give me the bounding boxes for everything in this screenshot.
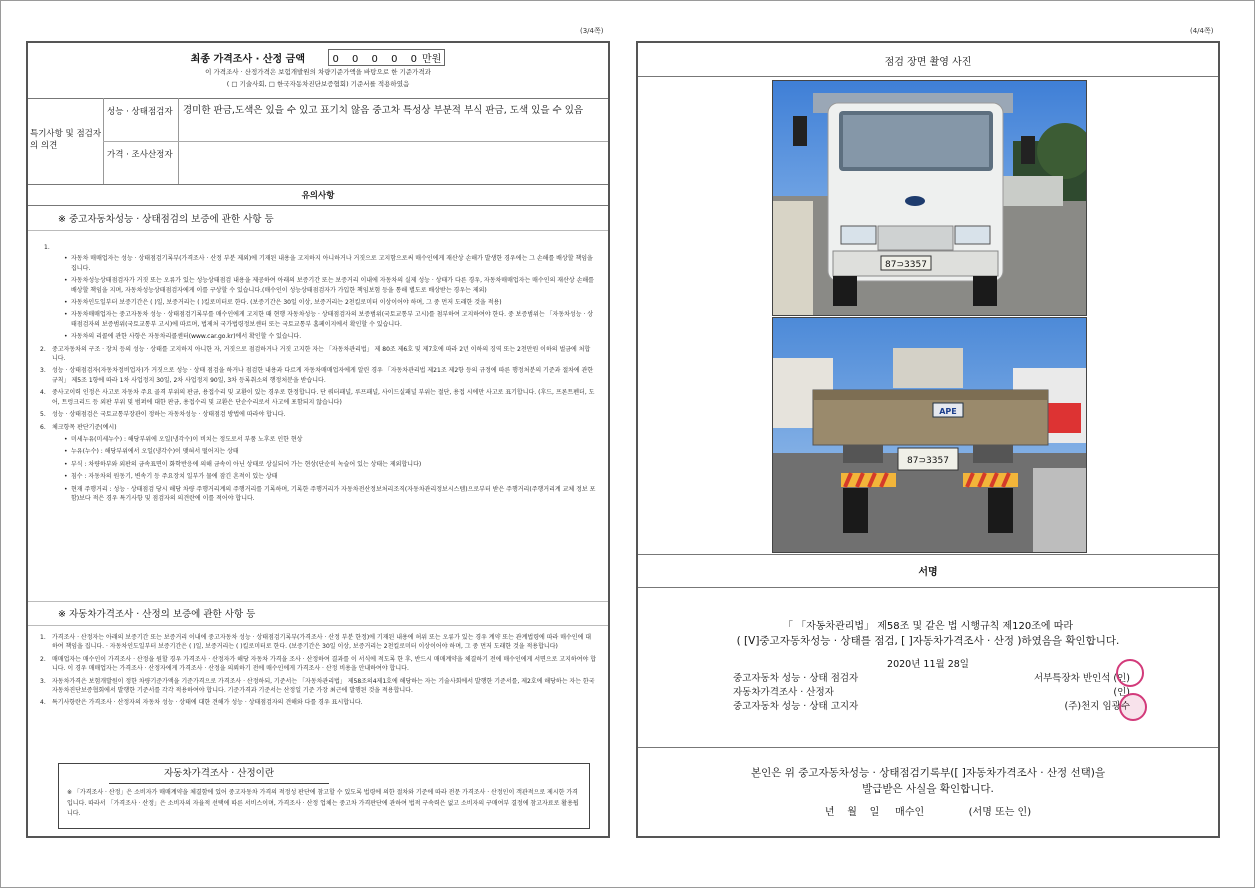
item-text: 성능 · 상태점검자(자동차정비업자)가 거짓으로 성능 · 상태 점검을 하거나 점검한 내용과 다르게 자동차매매업자에게 알린 경우 「자동차관리법 제21조 제2항 등의 규정에 따른 행정처분의 기준과 절차에 관한 규칙」 제5조 1항에 따라 1차 사업정지 30일, 2차 사업정지 90일, 3차 등록취소의 행정처분을 받습니다. [52, 367, 594, 384]
buyer-confirm-line1: 본인은 위 중고자동차성능 · 상태점검기록부([ ]자동차가격조사 · 산정 선택)을 [750, 767, 1106, 779]
item-number: 3. [40, 367, 46, 375]
sec1-check-item: • 침수 : 자동차의 원동기, 변속기 등 주요장치 일부가 물에 잠긴 흔적이 있는 상태 [36, 472, 596, 481]
page-number-left: (3/4쪽) [580, 27, 604, 35]
signature-title: 서명 [918, 567, 938, 578]
truck-front-image [773, 81, 1086, 315]
sec1-bullet: • 자동차매매업자는 중고자동차 성능 · 상태점검기록부를 매수인에게 고지한 때 현행 자동차성능 · 상태점검자의 보증범위(국토교통부 고시)를 첨부하여 고지하여야 한다. 중 보증범위는 「자동차성능 · 상태점검자의 보증범위(국토교통부 고시)에 따르며, 법제처 국가법령정보센터 또는 국토교통부 홈페이지에서 확인할 수 있습니다. [36, 310, 596, 329]
signature-name: (주)천지 임광수 [1064, 701, 1130, 712]
sec2-item [36, 655, 596, 674]
sec1-title: ※ 중고자동차성능 · 상태점검의 보증에 관한 사항 등 [58, 214, 274, 225]
sec2-numbered-list [36, 633, 596, 711]
sec1-check-list [36, 435, 596, 503]
item-number: 4. [40, 389, 46, 397]
inspector-stamp [1116, 659, 1144, 687]
sec1-numbered-list [36, 345, 596, 432]
sec2-item [36, 698, 596, 707]
item-number: 1. [40, 634, 46, 641]
inspection-notes-panel [26, 41, 610, 838]
item-text: 매매업자는 매수인이 가격조사 · 산정을 원할 경우 가격조사 · 산정자가 해당 자동차 가격을 조사 · 산정하여 결과를 이 서식에 적도록 한 후, 반드시 매매계약을 체결하기 전에 매수인에게 서면으로 고지하여야 합니다. 이 경우 매매업자는 가격조사 · 산정자에게 가격조사 · 산정을 의뢰하기 전에 매수인에게 가격조사 · 산정 비용을 안내하여야 합니다. [52, 655, 597, 673]
item-text: 가격조사 · 산정자는 아래의 보증기간 또는 보증거리 이내에 중고자동차 성능 · 상태점검기록부(가격조사 · 산정 부분 한정)에 기재된 내용에 허위 또는 오류가 있는 경우 계약 또는 관계법령에 따라 매수인에 대하여 책임을 집니다. · 자동차인도일부터 보증기간은 ( )일, 보증거리는 ( )킬로미터로 한다. (보증기간은 30일 이상, 보증거리는 2천킬로미터 이상이어야 하며, 그 중 먼저 도래한 것을 적용합니다) [52, 634, 592, 651]
signature-name: 서부특장차 반인석 (인) [1033, 673, 1130, 684]
opinion-row-label: 특기사항 및 점검자의 의견 [30, 129, 102, 151]
item-number: 2. [40, 655, 46, 663]
notifier-stamp [1119, 693, 1147, 721]
amount-unit: 만원 [422, 54, 442, 65]
page-number-right: (4/4쪽) [1190, 27, 1214, 35]
sec1-item [36, 423, 596, 432]
item-text: 중고자동차의 구조 · 장치 등의 성능 · 상태를 고지하지 아니한 자, 거짓으로 점검하거나 거짓 고지한 자는 「자동차관리법」 제 80조 제6호 및 제7호에 따라 2년 이하의 징역 또는 2천만원 이하의 벌금에 처합니다. [52, 345, 591, 363]
item-number: 5. [40, 411, 46, 419]
divider [28, 205, 608, 206]
sec1-bullet: • 자동차성능상태점검자가 거짓 또는 오류가 있는 성능상태점검 내용을 제공하여 아래의 보증기간 또는 보증거리 이내에 자동차의 실제 성능 · 상태가 다른 경우, 자동차매매업자는 매수인의 재산상 손해를 배상할 책임을 지며, 자동차성능상태점검자에게 이를 구상할 수 있습니다.(매수인이 성능상태점검자가 가입한 책임보험 등을 통해 별도로 배상받는 경우는 제외) [36, 276, 596, 295]
sec1-item [36, 388, 596, 407]
item-text: 체크항목 판단기준(예시) [52, 423, 117, 431]
sec1-item [36, 345, 596, 364]
sec1-item [36, 366, 596, 385]
sec1-check-item: • 현재 주행거리 : 성능 · 상태점검 당시 해당 차량 주행거리계의 주행거리를 기록하며, 기록한 주행거리가 자동차전산정보처리조직(자동차관리정보시스템)으로부터 받은 주행거리(주행거리계 교체 정보 포함)보다 적은 경우 특기사항 및 점검자의 의견란에 이를 적어야 합니다. [36, 485, 596, 504]
buyer-signature-line: 년 월 일 매수인 (서명 또는 인) [824, 807, 1032, 818]
signature-role: 중고자동차 성능 · 상태 고지자 [733, 701, 859, 712]
item-number: 4. [40, 699, 46, 707]
divider [28, 98, 608, 99]
divider [638, 747, 1218, 748]
sec1-bullet-list [36, 254, 596, 341]
sec1-item-1: 1. [44, 244, 50, 251]
final-price-title [28, 49, 608, 66]
item-text: 중사고이력 인정은 사고로 자동차 주요 골격 부위의 판금, 용접수리 및 교환이 있는 경우로 한정합니다. 단 쿼터패널, 루프패널, 사이드실패널 부위는 절단, 용접 시에만 사고로 표기합니다. (후드, 프론트펜더, 도어, 트렁크리드 등 외판 부위 및 범퍼에 대한 판금, 용접수리 및 교환은 단순수리로서 사고에 포함되지 않습니다) [52, 389, 595, 406]
item-text: 성능 · 상태점검은 국토교통부장관이 정하는 자동차성능 · 상태점검 방법에 따라야 합니다. [52, 411, 286, 419]
truck-rear-photo [772, 317, 1087, 553]
item-number: 3. [40, 677, 46, 685]
info-box-text: ※ 「가격조사 · 산정」은 소비자가 매매계약을 체결함에 있어 중고자동차 가격의 적정성 판단에 참고할 수 있도록 법령에 의한 절차와 기준에 따라 전문 가격조사 · 산정인이 객관적으로 제시한 가격입니다. 따라서 「가격조사 · 산정」은 소비자의 자율적 선택에 따른 서비스이며, 가격조사 · 산정 업체는 중고차 가격판단에 관하여 법적 구속력은 없고 소비자의 구매여부 결정에 참고자료로 활용됩니다. [67, 789, 579, 817]
sec2-title: ※ 자동차가격조사 · 산정의 보증에 관한 사항 등 [58, 609, 256, 620]
sec1-bullet: • 자동차 매매업자는 성능 · 상태점검기록부(가격조사 · 산정 부분 제외)에 기재된 내용을 고지하지 아니하거나 거짓으로 고지함으로써 매수인에게 재산상 손해가 발생한 경우에는 그 손해를 배상할 책임을 집니다. [36, 254, 596, 273]
divider [28, 184, 608, 185]
sec1-bullet: • 자동차의 리콜에 관한 사항은 자동차리콜센터(www.car.go.kr)에서 확인할 수 있습니다. [36, 332, 596, 341]
sec1-check-item: • 미세누유(미세누수) : 해당부위에 오일(냉각수)이 비치는 정도로서 부품 노후로 인한 현상 [36, 435, 596, 444]
perf-inspector-opinion: 경미한 판금,도색은 있을 수 있고 표기치 않음 중고차 특성상 부분적 부식 판금, 도색 있을 수 있음 [183, 105, 584, 116]
sec1-item [36, 410, 596, 419]
perf-inspector-label: 성능 · 상태점검자 [107, 107, 173, 117]
buyer-confirm-line2: 발급받은 사실을 확인합니다. [862, 783, 994, 795]
item-text: 특기사항란은 가격조사 · 산정자의 자동차 성능 · 상태에 대한 견해가 성능 · 상태점검자의 견해와 다를 경우 표시합니다. [52, 699, 363, 707]
divider [638, 76, 1218, 77]
item-number: 2. [40, 345, 46, 353]
divider [28, 625, 608, 626]
final-price-amount [328, 49, 445, 66]
sec1-body [36, 243, 596, 506]
photo-signature-panel [636, 41, 1220, 838]
signature-confirm-line: ( [V]중고자동차성능 · 상태를 점검, [ ]자동차가격조사 · 산정 )하였음을 확인합니다. [736, 635, 1120, 647]
divider [103, 141, 608, 142]
divider [28, 601, 608, 602]
notice-title: 유의사항 [301, 191, 335, 201]
sec2-item [36, 677, 596, 696]
front-plate-text: 87⊃3357 [885, 260, 927, 270]
price-assessor-label: 가격 · 조사산정자 [107, 150, 173, 160]
truck-rear-image [773, 318, 1086, 552]
sec1-check-item: • 누유(누수) : 해당부위에서 오일(냉각수)이 맺혀서 떨어지는 상태 [36, 447, 596, 456]
final-price-label: 최종 가격조사 · 산정 금액 [190, 54, 305, 65]
price-assessment-info-box [58, 763, 590, 829]
rear-tag-text: APE [939, 407, 957, 416]
sec1-check-item: • 부식 : 차량하부와 외판의 금속표면이 화학반응에 의해 금속이 아닌 상태로 상실되어 가는 현상(단순히 녹슬어 있는 상태는 제외합니다) [36, 460, 596, 469]
truck-front-photo [772, 80, 1087, 316]
info-box-title: 자동차가격조사 · 산정이란 [109, 764, 329, 784]
divider [28, 230, 608, 231]
signature-role: 자동차가격조사 · 산정자 [733, 687, 834, 698]
signature-date: 2020년 11월 28일 [887, 659, 969, 670]
sec1-bullet: • 자동차인도일부터 보증기간은 ( )일, 보증거리는 ( )킬로미터로 한다. (보증기간은 30일 이상, 보증거리는 2천킬로미터 이상이어야 하며, 그 중 먼저 도래한 것을 적용) [36, 298, 596, 307]
item-number: 6. [40, 423, 46, 431]
price-basis-options: ( □ 기술사회, □ 한국자동차진단보증협회) 기준서를 적용하였음 [226, 80, 410, 88]
signature-role: 중고자동차 성능 · 상태 점검자 [733, 673, 859, 684]
item-text: 자동차가격은 보험개발원이 정한 차량기준가액을 기준가격으로 가격조사 · 산정하되, 기준서는 「자동차관리법」 제58조의4제1호에 해당하는 자는 기술사회에서 발행한 기준서를, 제2호에 해당하는 자는 한국자동차진단보증협회에서 발행한 기준서를 각각 적용하여야 합니다. 기준가격과 기준서는 산정일 기준 가장 최근에 발행된 것을 적용합니다. [52, 677, 595, 695]
amount-value: 0 0 0 0 0 [332, 54, 422, 65]
sec2-item [36, 633, 596, 652]
signature-law-line: 「 「자동차관리법」 제58조 및 같은 법 시행규칙 제120조에 따라 [782, 621, 1074, 632]
photo-title: 점검 장면 촬영 사진 [884, 57, 972, 68]
price-basis-line: 이 가격조사 · 산정가격은 보험개발원의 차량기준가액을 바탕으로 한 기준가격과 [205, 68, 431, 76]
divider [638, 587, 1218, 588]
signature-name: (인) [1113, 687, 1130, 698]
divider [638, 554, 1218, 555]
rear-plate-text: 87⊃3357 [907, 456, 949, 466]
